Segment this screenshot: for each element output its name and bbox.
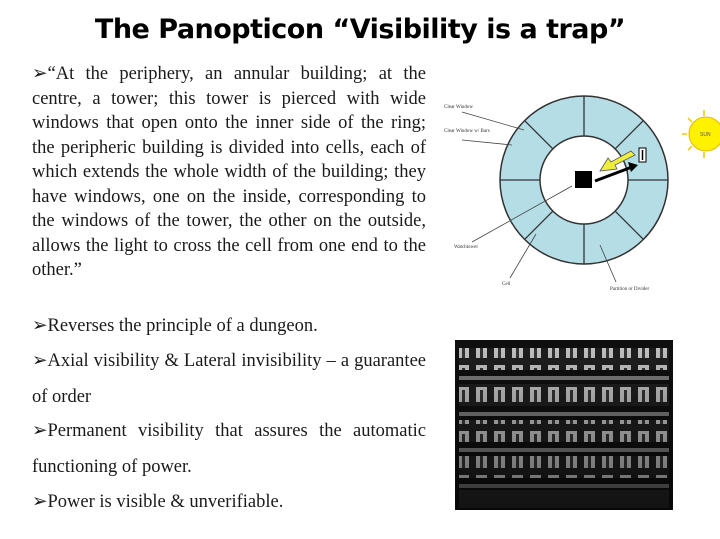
label-clear-window: Clear Window xyxy=(444,105,474,110)
slide-title: The Panopticon “Visibility is a trap” xyxy=(94,14,626,45)
panopticon-diagram xyxy=(432,70,720,300)
bullet-power-visible: ➢Power is visible & unverifiable. xyxy=(32,492,284,512)
label-clear-window-bars: Clear Window w/ Bars xyxy=(444,129,490,134)
panopticon-interior-photo xyxy=(455,340,673,510)
bullet-axial-visibility: ➢Axial visibility & Lateral invisibility – a guarantee of order xyxy=(32,351,426,407)
label-sun: SUN xyxy=(700,132,711,138)
label-partition: Partition or Divider xyxy=(610,287,650,292)
watchtower-block xyxy=(575,171,592,188)
bullet-permanent-visibility: ➢Permanent visibility that assures the automatic functioning of power. xyxy=(32,421,426,477)
bullet-dungeon: ➢Reverses the principle of a dungeon. xyxy=(32,316,318,336)
quote-paragraph: ➢“At the periphery, an annular building; at the centre, a tower; this tower is pierced with wide windows that open onto the inner side of the ring; the peripheric building is divided into cells, each of which extends the whole width of the building; they have windows, one on the inside, corresponding to the windows of the tower, the other on the outside, allows the light to cross the cell from one end to the other.” xyxy=(32,64,426,280)
label-watchtower: Watchtower xyxy=(454,245,479,250)
label-cell: Cell xyxy=(502,282,511,287)
